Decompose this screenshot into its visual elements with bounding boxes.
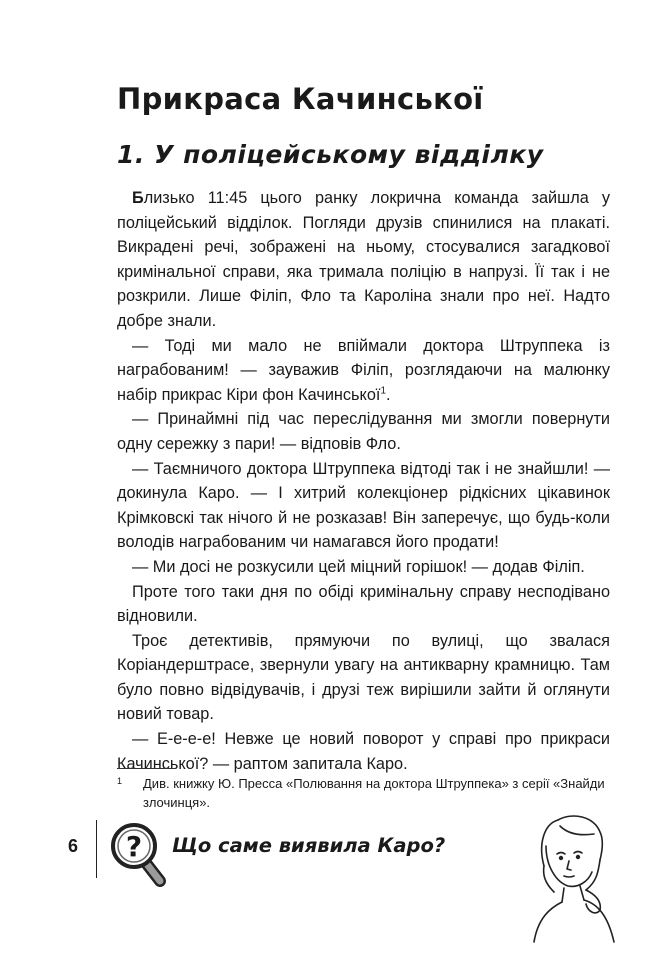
footnote-number: 1 [117,776,123,786]
paragraph: — Принаймні під час переслідування ми змогли повернути одну сережку з пари! — відповів Фло. [117,410,610,453]
page-number: 6 [68,836,79,856]
story-title: Прикраса Качинської [117,82,484,116]
riddle-question: Що саме виявила Каро? [172,834,446,857]
paragraph: — Е-е-е-е! Невже це новий поворот у справі про прикраси Качинської? — раптом запитала Каро. [117,730,610,773]
paragraph: — Ми досі не розкусили цей міцний горішок! — додав Філіп. [132,557,585,576]
svg-text:?: ? [125,830,143,863]
paragraph: Проте того таки дня по обіді кримінальну справу несподівано відновили. [117,582,610,626]
drop-cap: Б [132,189,144,207]
paragraph: — Тоді ми мало не впіймали доктора Штруппека із награбованим! — зауважив Філіп, розглядаючи на малюнку набір прикрас Кіри фон Качинської$^1$. [117,336,610,404]
paragraph: Близько 11:45 цього ранку локрична команда зайшла у поліцейський відділок. Погляди друзів спинилися на плакаті. Викрадені речі, зображені на ньому, стосувалися загадкової кримінальної справи, яка тримала поліцію в напрузі. Її так і не розкрили. Лише Філіп, Фло та Кароліна знали про неї. Надто добре знали. [117,189,610,330]
footnote-reference[interactable]: 1 [380,385,386,397]
girl-portrait-illustration [524,806,628,946]
paragraph: — Таємничого доктора Штруппека відтоді так і не знайшли! — докинула Каро. — І хитрий колекціонер рідкісних цікавинок Крімковскі так нічого й не розказав! Він заперечує, що будь-коли володів награбованим чи намагався його продати! [117,459,610,552]
paragraph: Троє детективів, прямуючи по вулиці, що звалася Коріандерштрасе, звернули увагу на антикварну крамницю. Там було повно відвідувачів, і друзі теж вирішили зайти й оглянути новий товар. [117,631,610,724]
footnote-divider [117,768,175,769]
chapter-heading: 1. У поліцейському відділку [117,140,544,169]
magnifier-question-icon [108,821,168,889]
story-text [117,186,610,776]
page-number-divider [96,820,97,878]
footnote-text: Див. книжку Ю. Пресса «Полювання на доктора Штруппека» з серії «Знайди злочинця». [143,776,605,810]
